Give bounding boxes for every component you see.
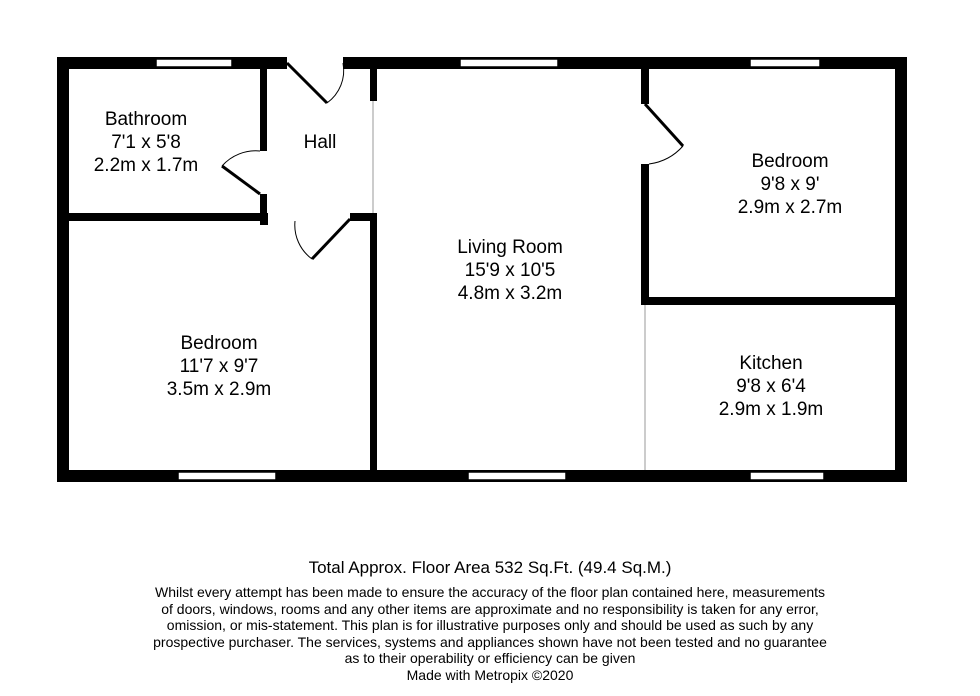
- disclaimer-line: Whilst every attempt has been made to ensure the accuracy of the floor plan contained here, measurements: [154, 584, 826, 600]
- credit: Made with Metropix ©2020: [406, 666, 574, 683]
- room-label-living-room: [420, 236, 600, 305]
- room-name: Bedroom: [751, 151, 829, 172]
- wall-bathroom-hall-lower: [260, 194, 267, 214]
- door-bedroom-right-arc: [649, 146, 683, 164]
- window-bedroom-right: [750, 59, 820, 67]
- wall-living-bedroom: [370, 213, 377, 470]
- disclaimer-line: as to their operability or efficiency can be given: [344, 650, 636, 666]
- wall-bathroom-hall-upper: [260, 69, 267, 151]
- wall-living-bedroom-right-lower: [641, 164, 649, 304]
- wall-top-right: [343, 57, 907, 69]
- disclaimer-line: omission, or mis-statement. This plan is for illustrative purposes only and should be used as such by any: [166, 617, 814, 633]
- room-size-metric: 3.5m x 2.9m: [166, 379, 272, 400]
- room-size-imperial: 11'7 x 9'7: [179, 356, 259, 377]
- room-size-imperial: 7'1 x 5'8: [111, 132, 181, 153]
- window-living-bottom: [468, 472, 566, 480]
- disclaimer-line: prospective purchaser. The services, systems and appliances shown have not been tested and no guarantee: [153, 633, 827, 650]
- room-label-kitchen: [681, 352, 861, 421]
- room-name: Living Room: [457, 237, 563, 258]
- wall-living-bedroom-right-upper: [641, 69, 649, 104]
- window-kitchen: [750, 472, 824, 480]
- door-bedroom-left-leaf: [312, 219, 350, 259]
- doors: [222, 63, 683, 259]
- room-name: Kitchen: [739, 353, 803, 374]
- window-bedroom-left: [178, 472, 276, 480]
- room-size-metric: 4.8m x 3.2m: [457, 283, 563, 304]
- plan-footer: [0, 558, 980, 684]
- room-size-metric: 2.2m x 1.7m: [93, 155, 199, 176]
- room-label-bedroom-right: [700, 150, 880, 219]
- room-size-imperial: 9'8 x 6'4: [736, 376, 806, 397]
- room-name: Bedroom: [180, 333, 258, 354]
- room-size-imperial: 15'9 x 10'5: [464, 260, 556, 281]
- door-entrance-arc: [327, 63, 344, 103]
- room-size-metric: 2.9m x 2.7m: [737, 197, 843, 218]
- wall-bathroom-bottom: [69, 213, 267, 221]
- disclaimer-line: of doors, windows, rooms and any other items are approximate and no responsibility is taken for any error,: [161, 600, 819, 617]
- wall-bedroom-kitchen: [641, 297, 895, 305]
- room-label-bedroom-left: [129, 332, 309, 401]
- door-bathroom-arc: [222, 151, 260, 166]
- window-bathroom: [156, 59, 232, 67]
- room-size-imperial: 9'8 x 9': [760, 174, 820, 195]
- disclaimer: [0, 584, 980, 667]
- door-bedroom-right-leaf: [645, 104, 683, 146]
- room-label-bathroom: [66, 108, 226, 177]
- wall-hall-living-upper: [370, 69, 377, 101]
- wall-bedroom-hall: [260, 213, 268, 225]
- window-living-top: [460, 59, 558, 67]
- wall-right: [895, 57, 907, 482]
- room-size-metric: 2.9m x 1.9m: [718, 399, 824, 420]
- room-name: Hall: [303, 132, 337, 153]
- door-entrance-leaf: [287, 63, 327, 103]
- total-floor-area: Total Approx. Floor Area 532 Sq.Ft. (49.4 Sq.M.): [308, 558, 672, 577]
- room-name: Bathroom: [104, 109, 188, 130]
- door-bedroom-left-arc: [295, 221, 312, 259]
- room-label-hall: [280, 131, 360, 154]
- door-bathroom-leaf: [222, 166, 260, 194]
